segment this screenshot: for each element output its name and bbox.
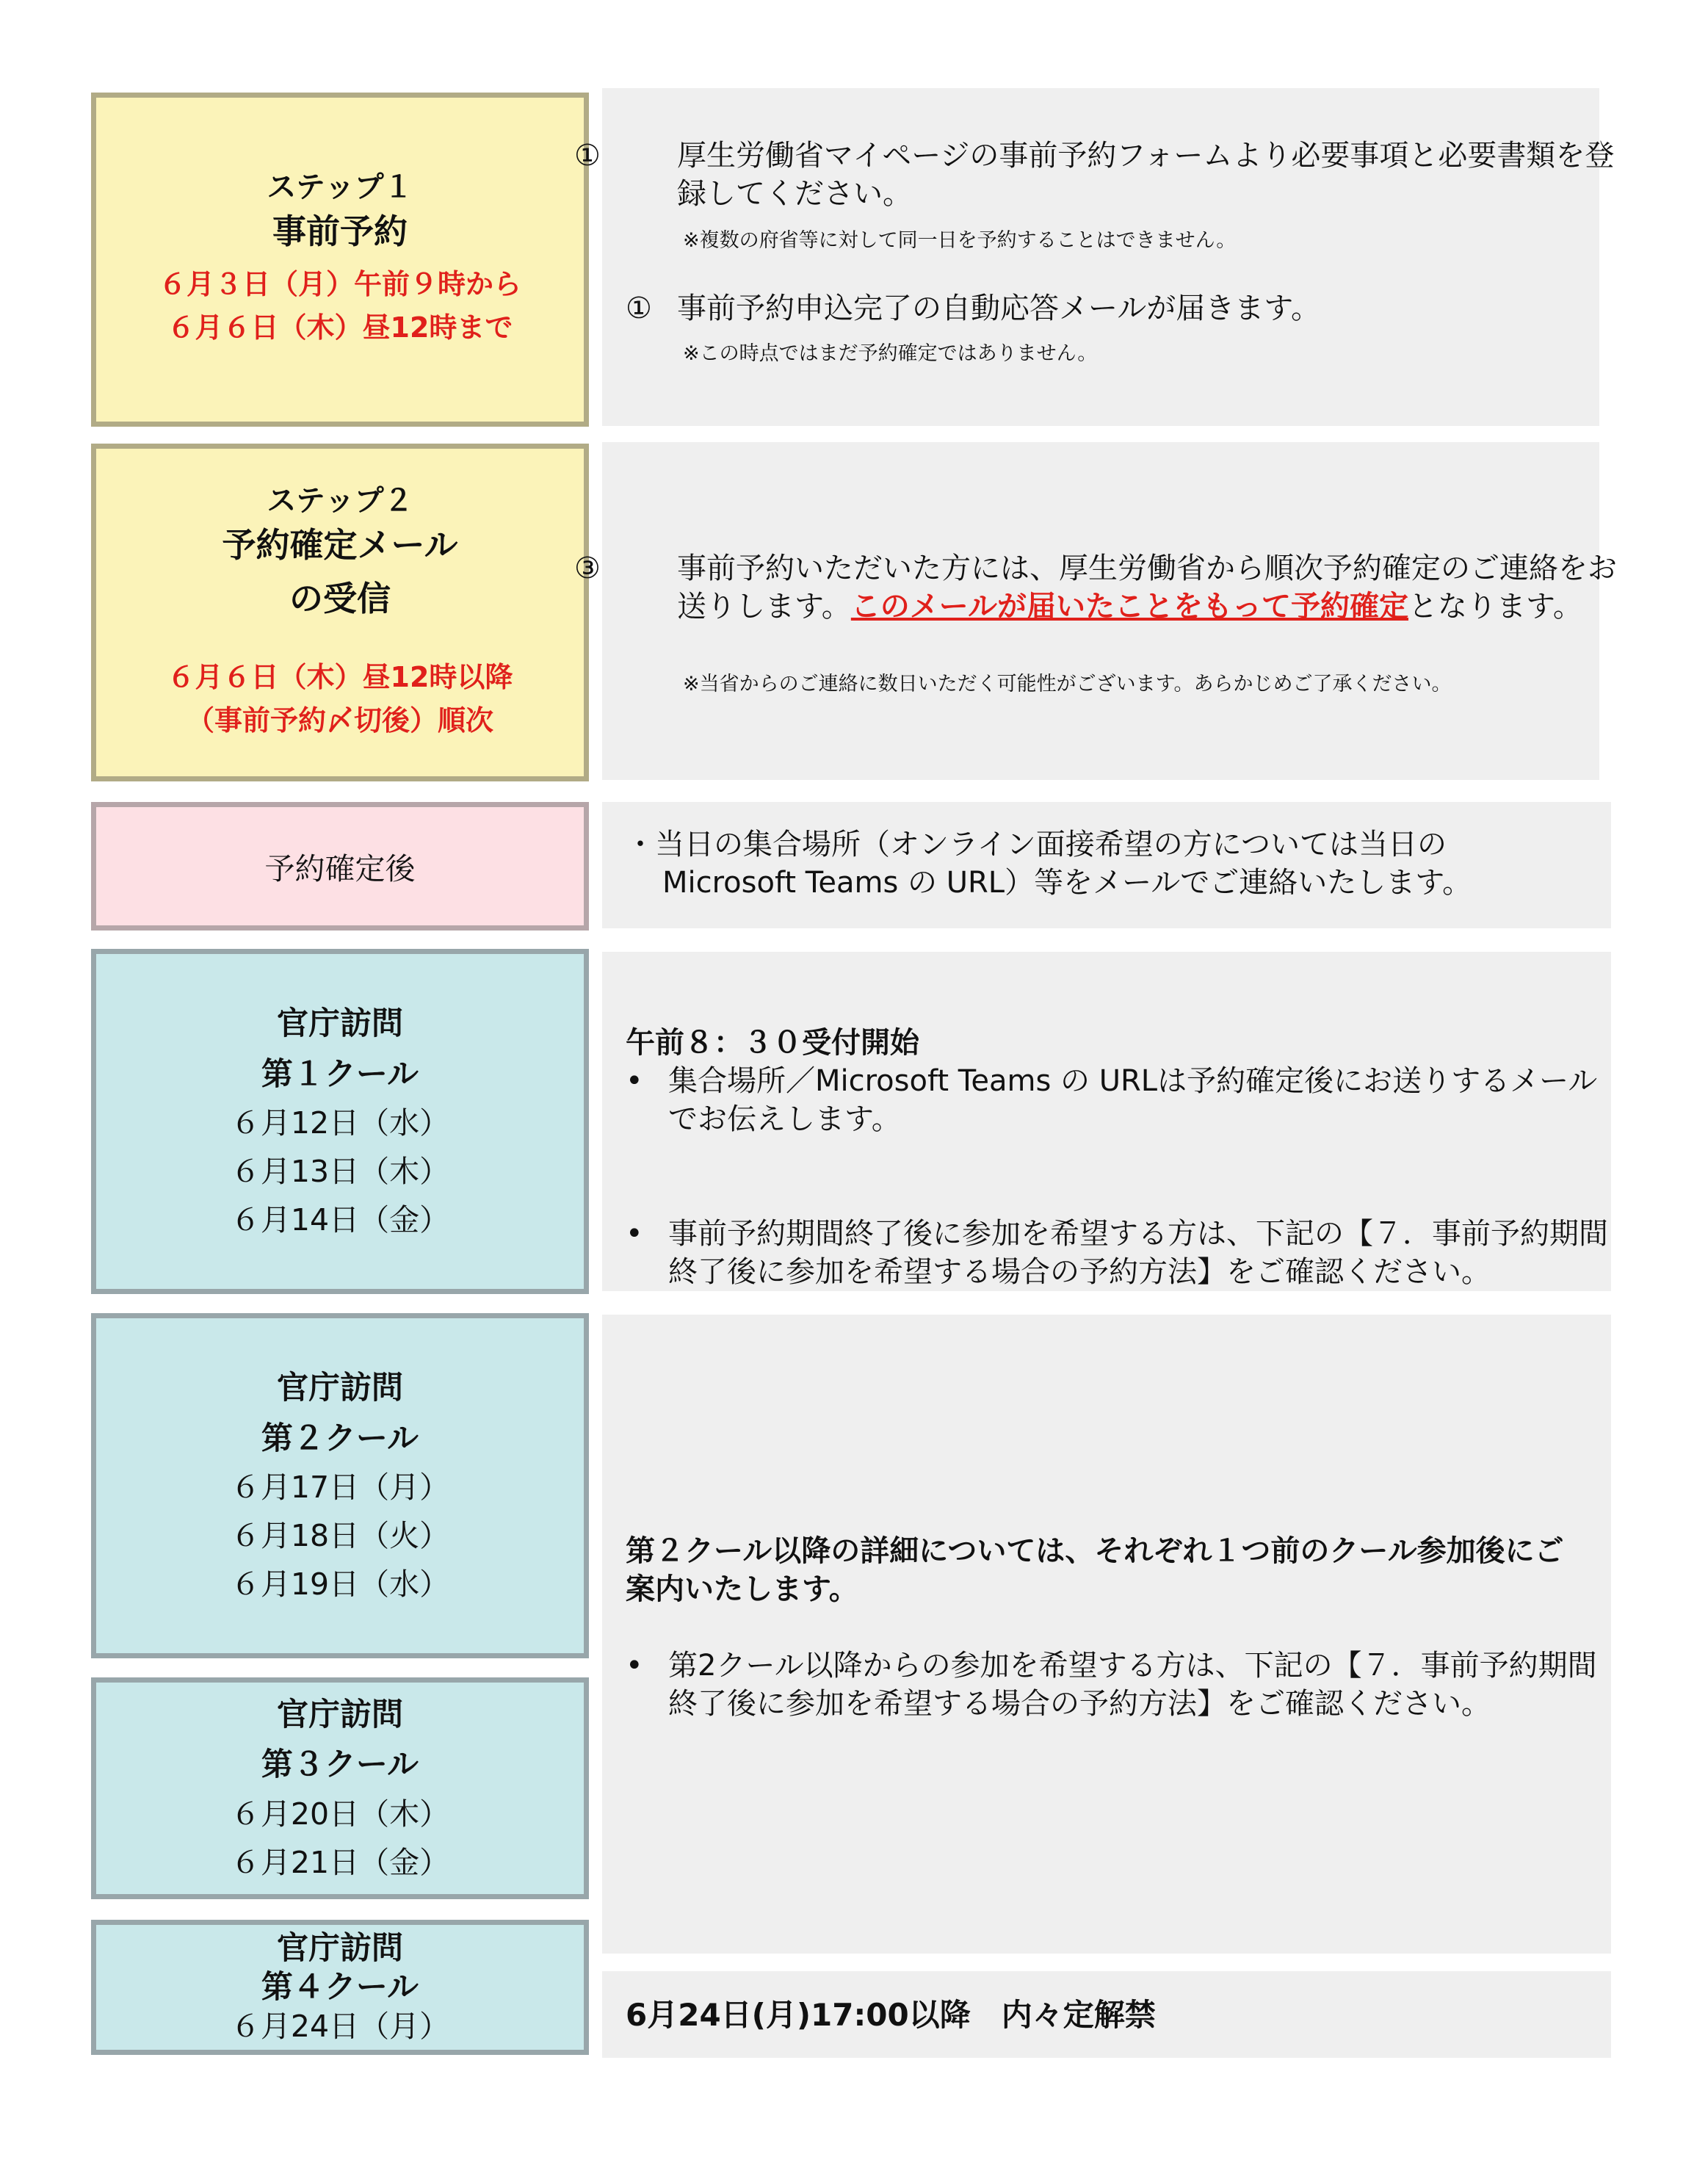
step2-period-line1: ６月６日（木）昼12時以降 (167, 660, 513, 693)
step2-panel (574, 442, 1617, 780)
step1-item2-mark: ① (626, 292, 652, 325)
visit1-date-2: ６月13日（木） (230, 1154, 450, 1189)
visit3-heading: 官庁訪問 (277, 1696, 403, 1733)
step1-item1 (574, 137, 1632, 213)
visit2-date-1: ６月17日（月） (230, 1470, 450, 1506)
visit2-date-3: ６月19日（水） (230, 1566, 450, 1602)
visit1-start: 午前８：３０受付開始 (626, 1026, 919, 1060)
step1-title: 事前予約 (272, 211, 408, 251)
step1-item2-note: ※この時点ではまだ予約確定ではありません。 (683, 342, 1098, 365)
visit3-date-2: ６月21日（金） (230, 1844, 450, 1880)
step2-item-note: ※当省からのご連絡に数日いただく可能性がございます。あらかじめご了承ください。 (683, 673, 1452, 695)
visit1-cool: 第１クール (261, 1055, 419, 1093)
later-text: 第２クール以降の詳細については、それぞれ１つ前のクール参加後にご案内いたします。 (626, 1534, 1564, 1606)
visit1-heading: 官庁訪問 (277, 1005, 403, 1042)
visit4-cool: 第４クール (261, 1969, 419, 2006)
step1-item1-text: 厚生労働省マイページの事前予約フォームより必要事項と必要書類を登録してください。 (677, 139, 1615, 211)
step1-item2 (626, 289, 1580, 328)
step2-item-text-a: 事前予約いただいた方には、厚生労働省から順次予約確定のご連絡をお送りします。 (677, 552, 1617, 624)
step2-box (91, 444, 589, 781)
visit2-heading: 官庁訪問 (277, 1369, 403, 1406)
visit1-panel (602, 952, 1611, 1291)
step2-item-text-b: となります。 (1408, 590, 1582, 624)
after-confirm-box (91, 802, 589, 931)
step2-title-line1: 予約確定メール (222, 524, 458, 565)
step1-period-start: ６月３日（月）午前９時から (158, 268, 521, 301)
visit1-date-1: ６月12日（水） (230, 1105, 450, 1141)
after-confirm-line1: ・当日の集合場所（オンライン面接希望の方については当日の (626, 828, 1447, 861)
later-bullet: • 第2クール以降からの参加を希望する方は、下記の【７．事前予約期間終了後に参加を希望する場合の予約方法】をご確認ください。 (626, 1647, 1623, 1723)
step2-item-text-emph: このメールが届いたことをもって予約確定 (850, 590, 1409, 624)
step1-item1-note: ※複数の府省等に対して同一日を予約することはできません。 (683, 229, 1237, 252)
visit3-date-1: ６月20日（木） (230, 1796, 450, 1832)
visit3-cool: 第３クール (261, 1746, 419, 1784)
visit2-box (91, 1313, 589, 1658)
lift-panel (602, 1971, 1611, 2058)
step2-item (574, 549, 1632, 626)
step1-item1-mark: ① (574, 139, 601, 173)
lift-text: 6月24日(月)17:00以降 内々定解禁 (626, 1997, 1156, 2033)
step2-label: ステップ２ (267, 483, 413, 518)
visit1-date-3: ６月14日（金） (230, 1202, 450, 1237)
step1-period-end: ６月６日（木）昼12時まで (167, 311, 513, 344)
visit4-box (91, 1920, 589, 2055)
visit2-cool: 第２クール (261, 1420, 419, 1457)
visit4-date-1: ６月24日（月） (230, 2009, 450, 2045)
step1-box (91, 93, 589, 427)
visit1-box (91, 949, 589, 1294)
visit1-bullet-1: • 集合場所／Microsoft Teams の URLは予約確定後にお送りするメールでお伝えします。 (626, 1062, 1608, 1138)
visit3-box (91, 1677, 589, 1899)
after-confirm-line2: Microsoft Teams の URL）等をメールでご連絡いたします。 (662, 866, 1472, 900)
step2-title-line2: の受信 (289, 579, 391, 619)
step1-item2-text: 事前予約申込完了の自動応答メールが届きます。 (677, 292, 1320, 325)
step2-period-line2: （事前予約〆切後）順次 (186, 704, 493, 737)
visit4-heading: 官庁訪問 (277, 1929, 403, 1967)
after-confirm-panel (602, 802, 1611, 928)
step1-panel (574, 88, 1615, 426)
later-panel (602, 1315, 1611, 1954)
visit2-date-2: ６月18日（火） (230, 1518, 450, 1553)
step1-label: ステップ１ (267, 170, 413, 204)
after-confirm-label: 予約確定後 (264, 851, 416, 886)
step2-item-mark: ③ (574, 552, 601, 585)
visit1-bullet-2: • 事前予約期間終了後に参加を希望する方は、下記の【７．事前予約期間終了後に参加を希望する場合の予約方法】をご確認ください。 (626, 1215, 1623, 1291)
